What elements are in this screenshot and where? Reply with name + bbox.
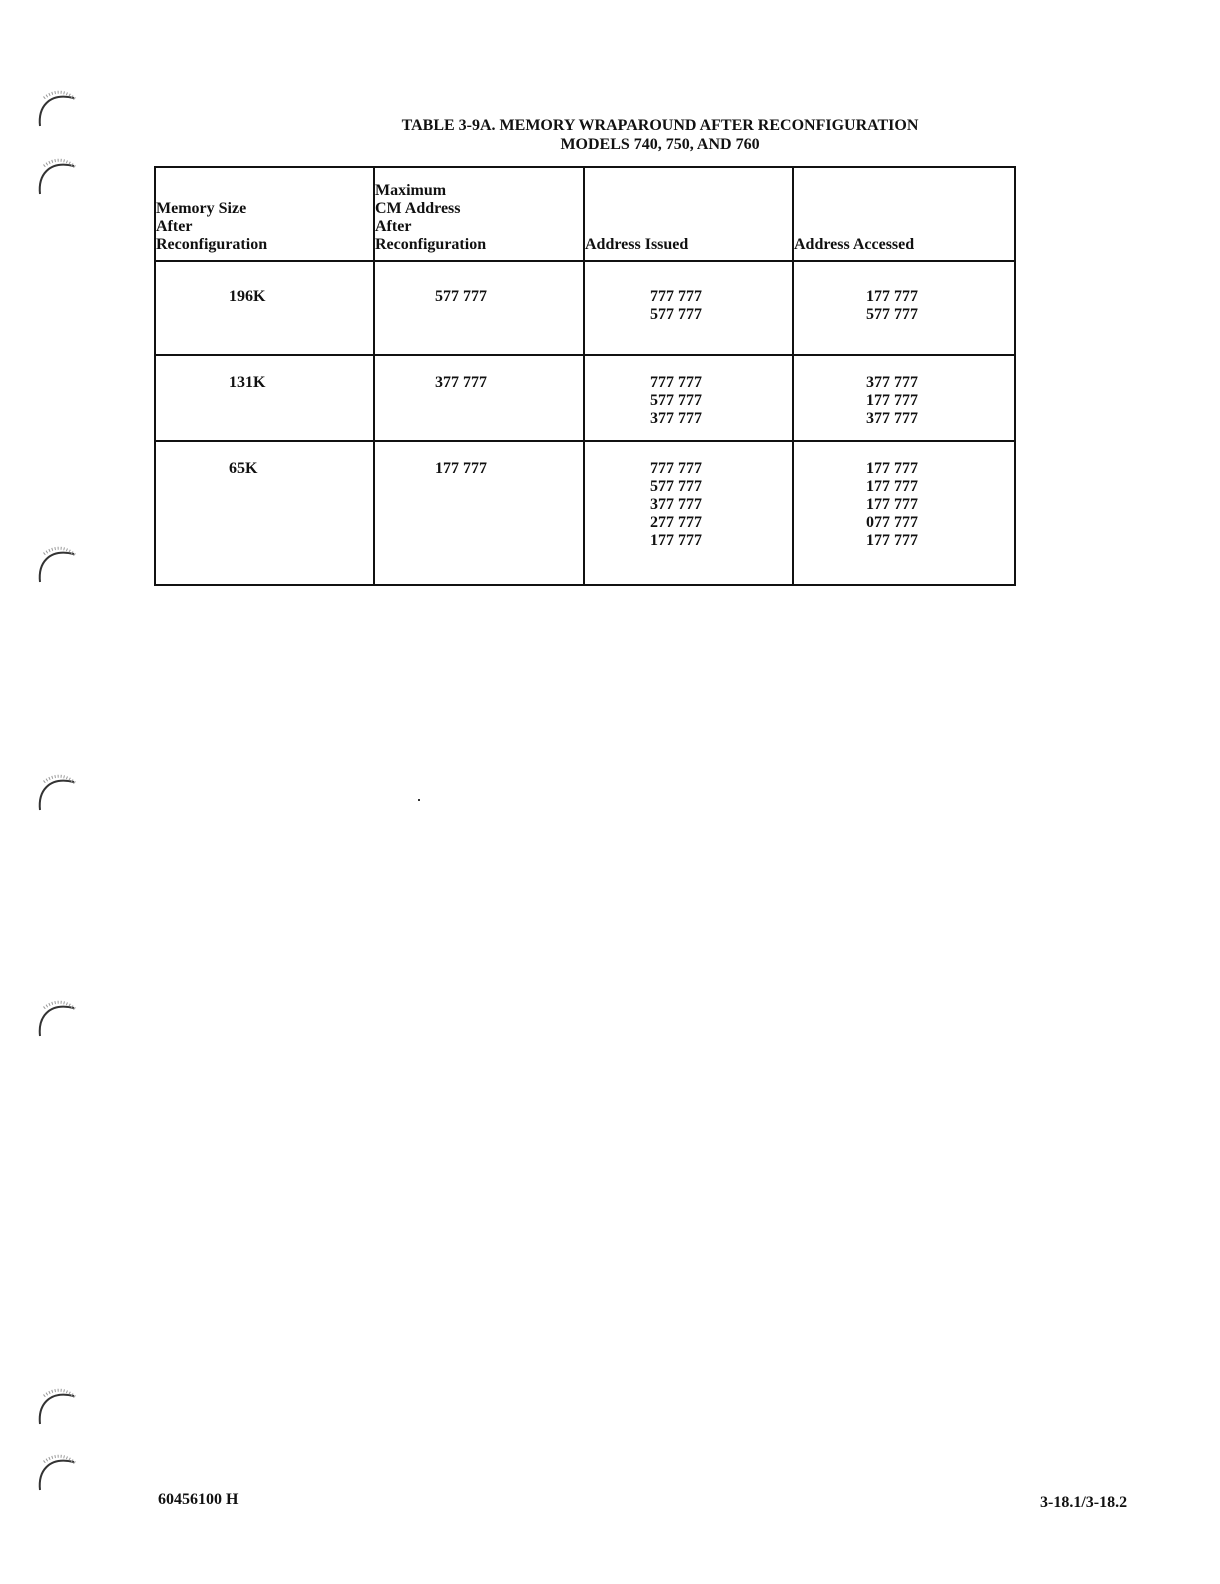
punch-hole-icon bbox=[36, 772, 80, 812]
address-accessed-cell: 177 777 177 777 177 777 077 777 177 777 bbox=[793, 441, 1015, 585]
header-max-cm-address: Maximum CM Address After Reconfiguration bbox=[374, 167, 584, 261]
scan-speck bbox=[418, 799, 420, 801]
max-cm-address-cell: 377 777 bbox=[374, 355, 584, 441]
memory-size-cell: 196K bbox=[155, 261, 374, 355]
max-cm-address-cell: 177 777 bbox=[374, 441, 584, 585]
caption-title: TABLE 3-9A. MEMORY WRAPAROUND AFTER RECONFIGURATION bbox=[401, 117, 919, 134]
punch-hole-icon bbox=[36, 998, 80, 1038]
table-header-row bbox=[155, 167, 1015, 261]
punch-hole-icon bbox=[36, 88, 80, 128]
address-accessed-cell: 177 777 577 777 bbox=[793, 261, 1015, 355]
address-issued-cell: 777 777 577 777 377 777 bbox=[584, 355, 793, 441]
address-issued-cell: 777 777 577 777 377 777 277 777 177 777 bbox=[584, 441, 793, 585]
memory-size-cell: 131K bbox=[155, 355, 374, 441]
table-caption bbox=[300, 116, 1020, 154]
address-accessed-cell: 377 777 177 777 377 777 bbox=[793, 355, 1015, 441]
page-number: 3-18.1/3-18.2 bbox=[1040, 1494, 1128, 1511]
address-issued-cell: 777 777 577 777 bbox=[584, 261, 793, 355]
caption-subtitle: MODELS 740, 750, AND 760 bbox=[560, 136, 760, 153]
document-number: 60456100 H bbox=[158, 1491, 239, 1508]
punch-hole-icon bbox=[36, 1452, 80, 1492]
table-row bbox=[155, 355, 1015, 441]
memory-wraparound-table bbox=[154, 166, 1016, 586]
header-address-accessed: Address Accessed bbox=[793, 167, 1015, 261]
punch-hole-icon bbox=[36, 1386, 80, 1426]
table-row bbox=[155, 261, 1015, 355]
header-address-issued: Address Issued bbox=[584, 167, 793, 261]
punch-hole-icon bbox=[36, 156, 80, 196]
header-memory-size: Memory Size After Reconfiguration bbox=[155, 167, 374, 261]
table-row bbox=[155, 441, 1015, 585]
max-cm-address-cell: 577 777 bbox=[374, 261, 584, 355]
memory-size-cell: 65K bbox=[155, 441, 374, 585]
punch-hole-icon bbox=[36, 544, 80, 584]
